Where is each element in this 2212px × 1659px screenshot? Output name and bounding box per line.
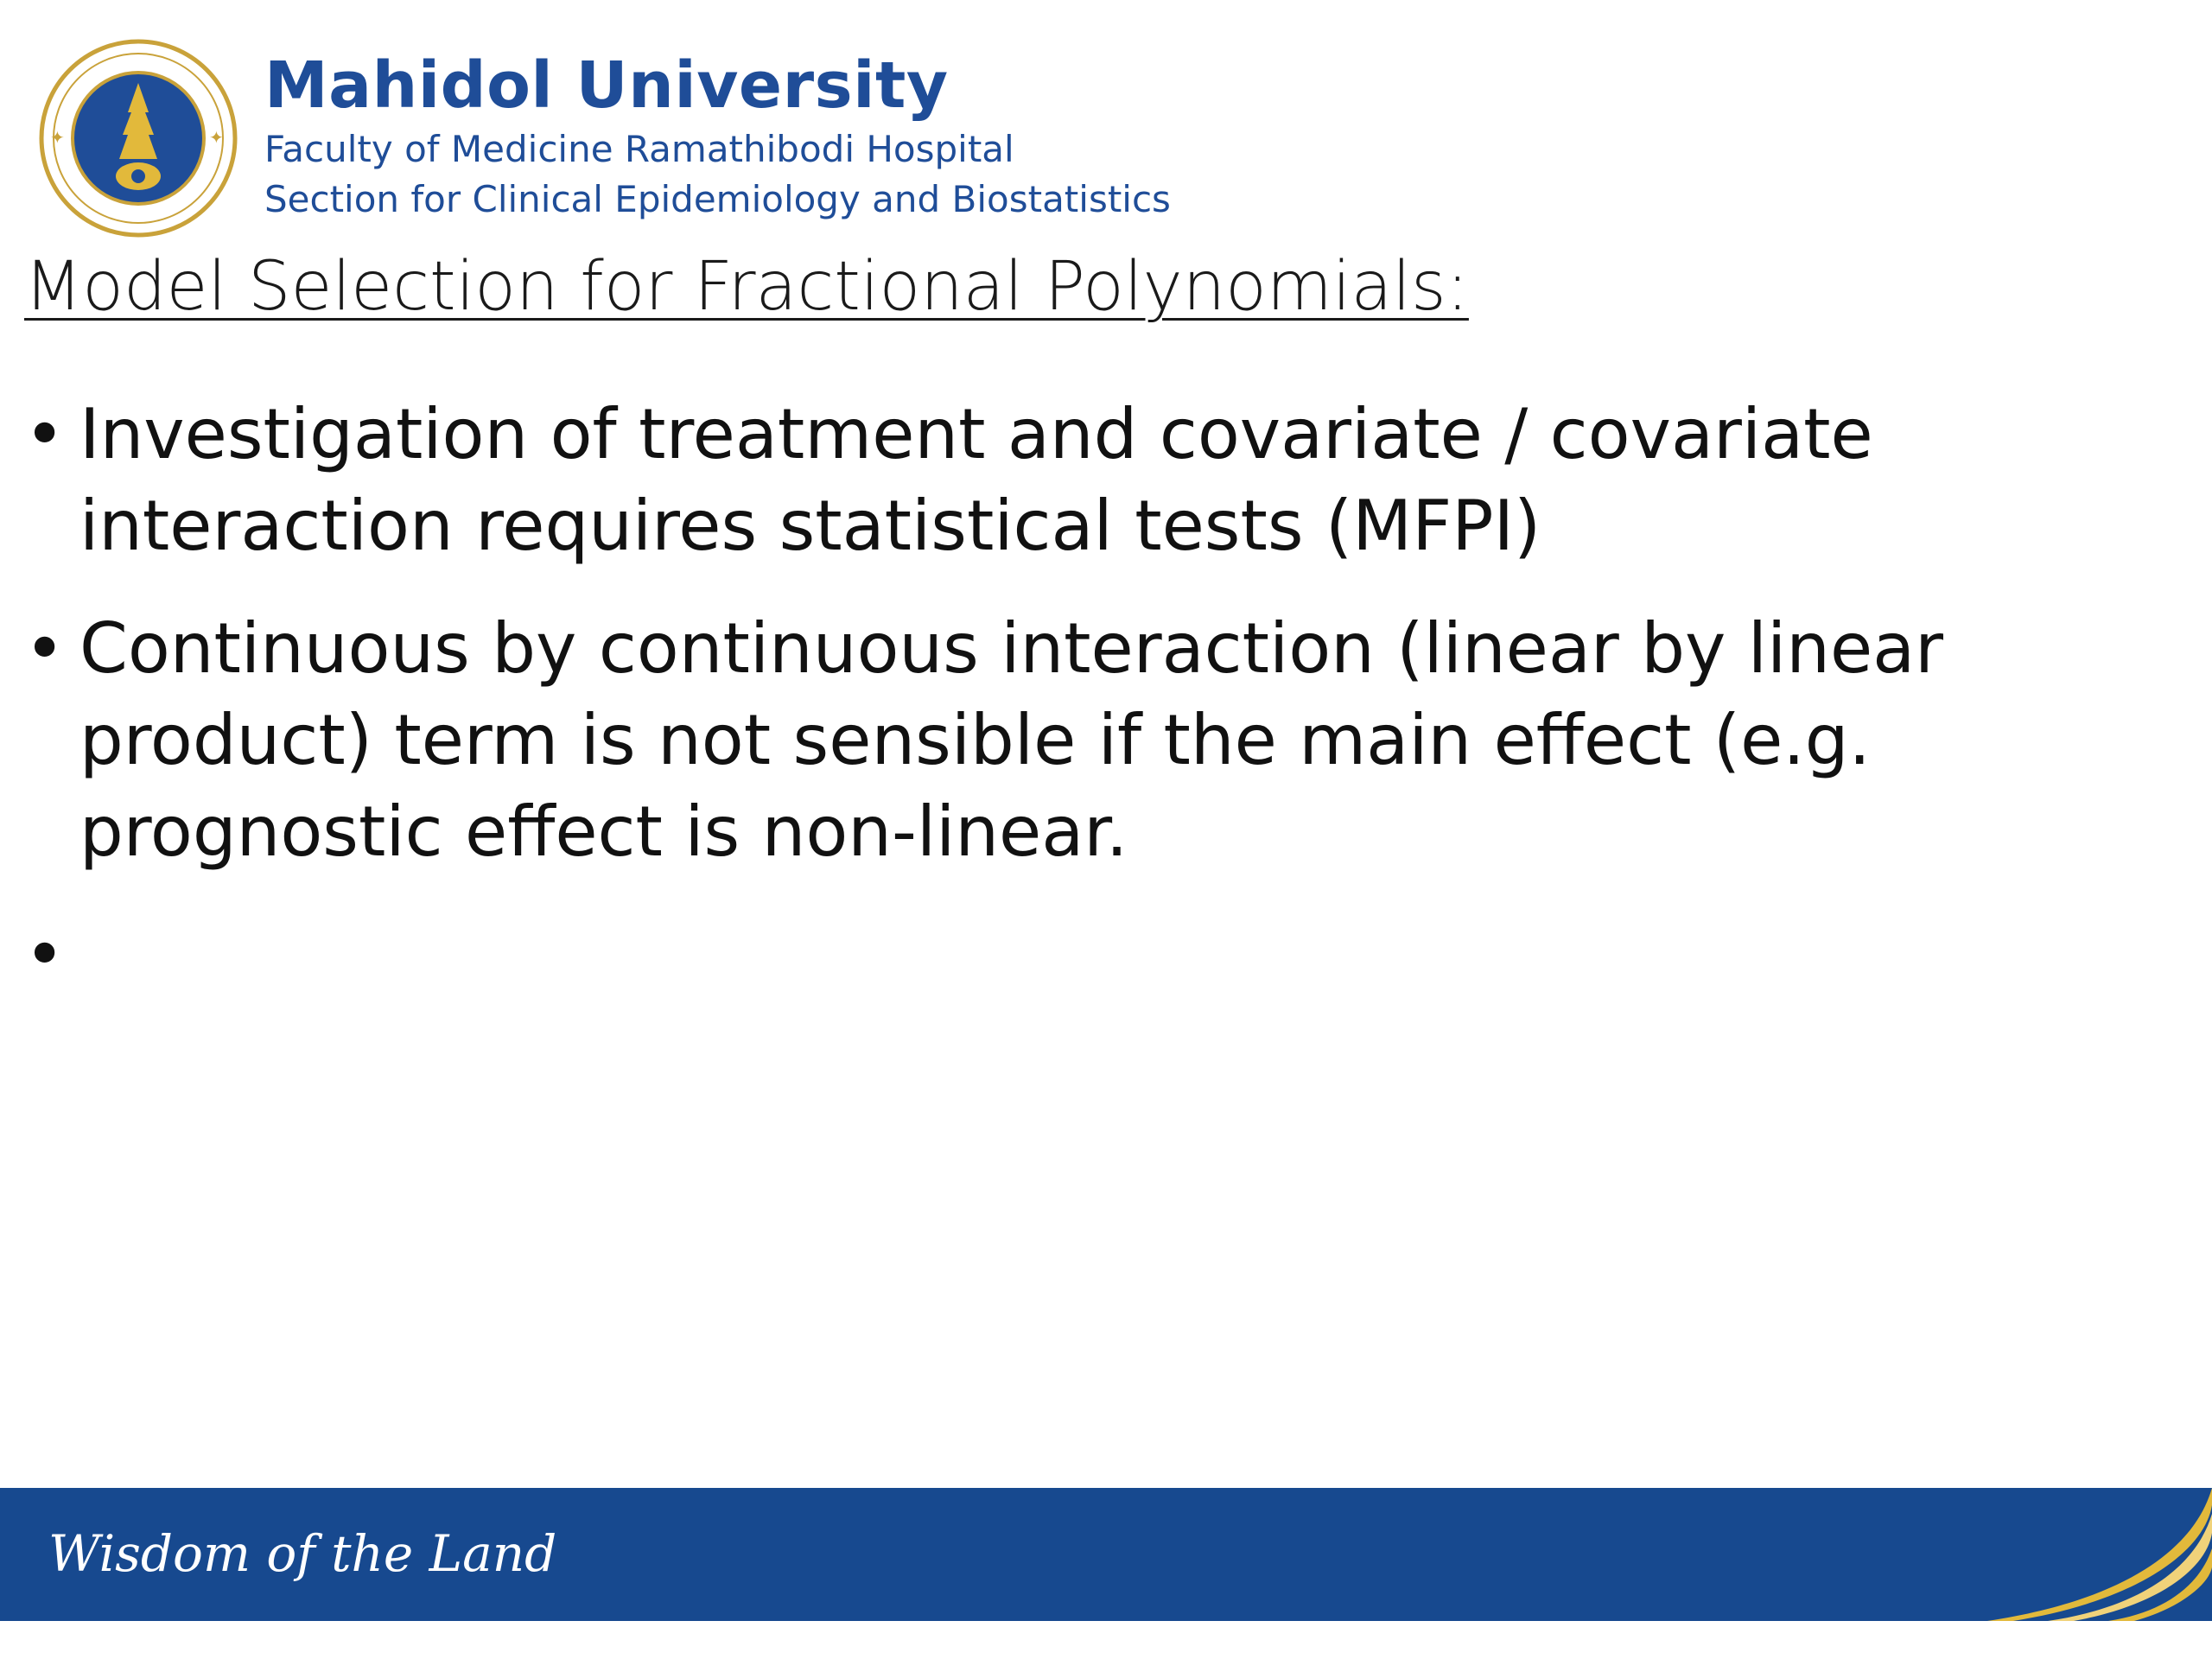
bullet-marker: • — [24, 608, 66, 689]
svg-text:✦: ✦ — [209, 127, 224, 148]
bullet-marker: • — [24, 394, 66, 474]
organization-name: Mahidol University — [264, 48, 949, 123]
bullet-line: product) term is not sensible if the main effect (e.g. — [79, 700, 1871, 780]
university-seal-icon — [38, 38, 238, 238]
header — [38, 38, 1248, 245]
slide-title: Model Selection for Fractional Polynomials: — [24, 248, 1469, 326]
organization-block — [264, 47, 1171, 225]
bullet-item — [24, 603, 2141, 878]
section-name: Section for Clinical Epidemiology and Biostatistics — [264, 178, 1171, 220]
faculty-name: Faculty of Medicine Ramathibodi Hospital — [264, 128, 1014, 170]
bullet-item — [24, 389, 2141, 572]
bullet-line: Investigation of treatment and covariate / covariate — [79, 394, 1873, 474]
svg-text:✦: ✦ — [50, 127, 65, 148]
bullet-line: interaction requires statistical tests (MFPI) — [79, 486, 1541, 566]
footer-banner — [0, 1488, 2212, 1621]
bullet-marker: • — [24, 914, 66, 995]
bullet-item-empty — [24, 909, 2141, 1001]
gold-swoosh-icon — [1953, 1488, 2212, 1621]
bullet-list — [24, 389, 2141, 1032]
bullet-line: Continuous by continuous interaction (linear by linear — [79, 608, 1944, 689]
footer-slogan: Wisdom of the Land — [48, 1524, 557, 1583]
bullet-line: prognostic effect is non-linear. — [79, 791, 1128, 872]
